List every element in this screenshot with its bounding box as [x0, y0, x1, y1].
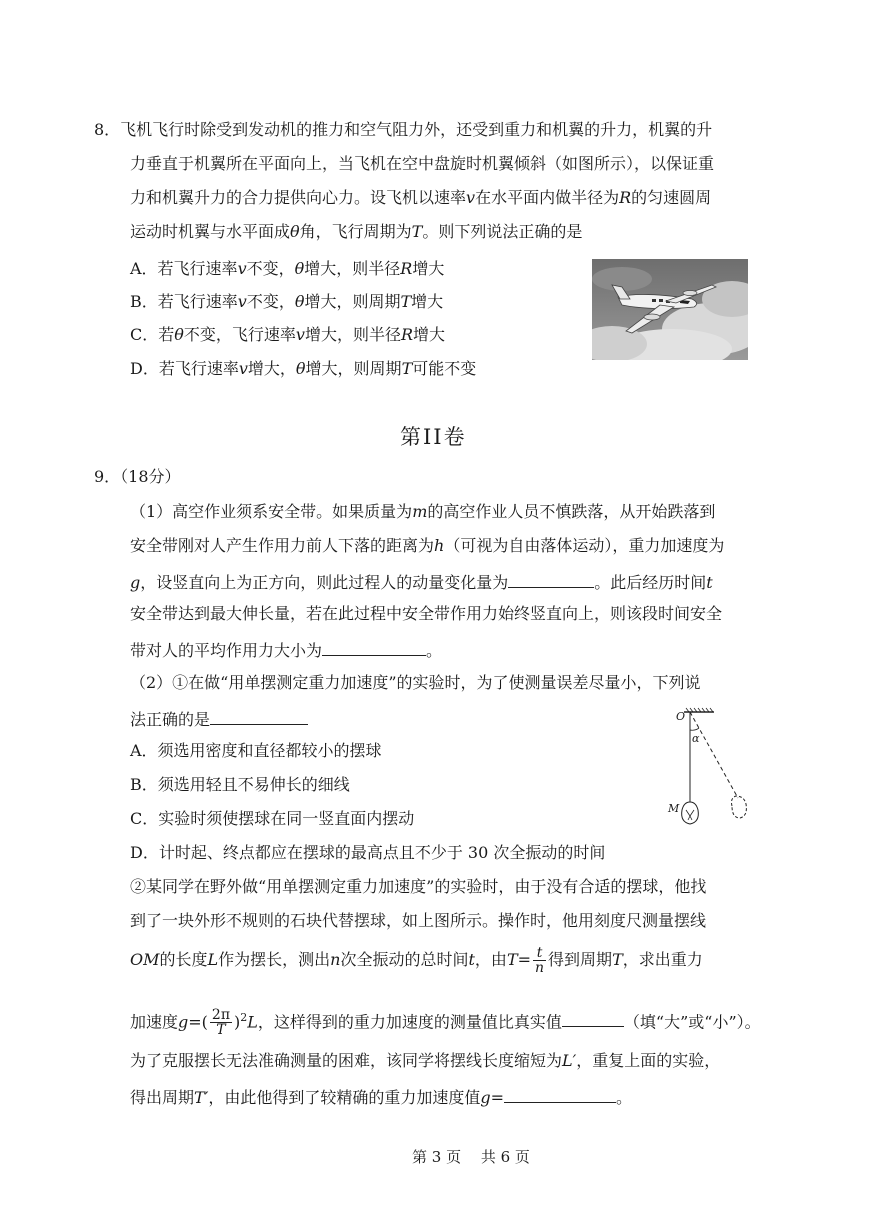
q8-line-1: 8．飞机飞行时除受到发动机的推力和空气阻力外，还受到重力和机翼的升力，机翼的升: [94, 120, 713, 139]
q9-part1-line-2: 安全带刚对人产生作用力前人下落的距离为h（可视为自由落体运动），重力加速度为: [130, 536, 725, 555]
figure-label-m: M: [668, 802, 680, 815]
answer-blank-compare[interactable]: [562, 1008, 624, 1027]
pendulum-figure: [662, 706, 762, 840]
q8-line-2: 力垂直于机翼所在平面向上，当飞机在空中盘旋时机翼倾斜（如图所示），以保证重: [130, 154, 715, 173]
q9-part3-line-5: 为了克服摆长无法准确测量的困难，该同学将摆线长度缩短为L′，重复上面的实验，: [130, 1051, 721, 1070]
q8-line-4: 运动时机翼与水平面成θ角，飞行周期为T。则下列说法正确的是: [130, 222, 583, 241]
q9-part1-line-4: 安全带达到最大伸长量，若在此过程中安全带作用力始终竖直向上，则该段时间安全: [130, 604, 723, 623]
fraction-t-over-n: $\frac{t}{n}$: [535, 945, 545, 976]
fraction-2pi-over-t: $\frac{2\pi}{T}$: [211, 1007, 231, 1039]
q9-part3-line-1: ②某同学在野外做“用单摆测定重力加速度”的实验时，由于没有合适的摆球，他找: [130, 877, 707, 896]
q9-option-d: D．计时起、终点都应在摆球的最高点且不少于 30 次全振动的时间: [130, 843, 606, 862]
figure-label-o: O: [676, 710, 686, 723]
q9-part3-line-6: 得出周期T′，由此他得到了较精确的重力加速度值g= 。: [130, 1084, 632, 1109]
answer-blank-momentum[interactable]: [508, 569, 594, 588]
q8-option-b: B．若飞行速率v不变，θ增大，则周期T增大: [130, 292, 444, 311]
answer-blank-force[interactable]: [322, 637, 426, 656]
answer-blank-g-value[interactable]: [504, 1084, 616, 1103]
q9-option-c: C．实验时须使摆球在同一竖直面内摆动: [130, 809, 415, 828]
q9-part1-line-5: 带对人的平均作用力大小为 。: [130, 637, 442, 662]
q9-part2-line-1: （2）①在做“用单摆测定重力加速度”的实验时，为了使测量误差尽量小，下列说: [130, 673, 701, 692]
q9-header: 9．（18分）: [94, 467, 181, 486]
q9-part2-line-2: 法正确的是: [130, 706, 308, 731]
q8-line-3: 力和机翼升力的合力提供向心力。设飞机以速率v在水平面内做半径为R的匀速圆周: [130, 188, 712, 207]
section-title: 第II卷: [400, 425, 467, 449]
q9-part3-line-2: 到了一块外形不规则的石块代替摆球，如上图所示。操作时，他用刻度尺测量摆线: [130, 911, 707, 930]
q9-part3-line-3: OM的长度L作为摆长，测出n次全振动的总时间t，由T= $\frac{t}{n}$ 得到周期T，求出重力: [130, 945, 703, 976]
page-footer: 第 3 页 共 6 页: [412, 1148, 530, 1166]
figure-label-alpha: α: [692, 732, 700, 745]
q9-part3-line-4: 加速度g=( $\frac{2\pi}{T}$ )$^2$L，这样得到的重力加速度的测量值比真实值 （填“大”或“小”）。: [130, 1007, 761, 1039]
q9-option-a: A．须选用密度和直径都较小的摆球: [130, 741, 382, 760]
q8-option-d: D．若飞行速率v增大，θ增大，则周期T可能不变: [130, 359, 477, 378]
q9-part1-line-3: g，设竖直向上为正方向，则此过程人的动量变化量为 。此后经历时间t: [130, 569, 713, 594]
q9-option-b: B．须选用轻且不易伸长的细线: [130, 775, 350, 794]
q9-part1-line-1: （1）高空作业须系安全带。如果质量为m的高空作业人员不慎跌落，从开始跌落到: [130, 502, 716, 521]
q8-option-a: A．若飞行速率v不变，θ增大，则半径R增大: [130, 259, 445, 278]
airplane-photo: [592, 259, 748, 360]
answer-blank-choice[interactable]: [210, 706, 308, 725]
q8-option-c: C．若θ不变，飞行速率v增大，则半径R增大: [130, 325, 446, 344]
